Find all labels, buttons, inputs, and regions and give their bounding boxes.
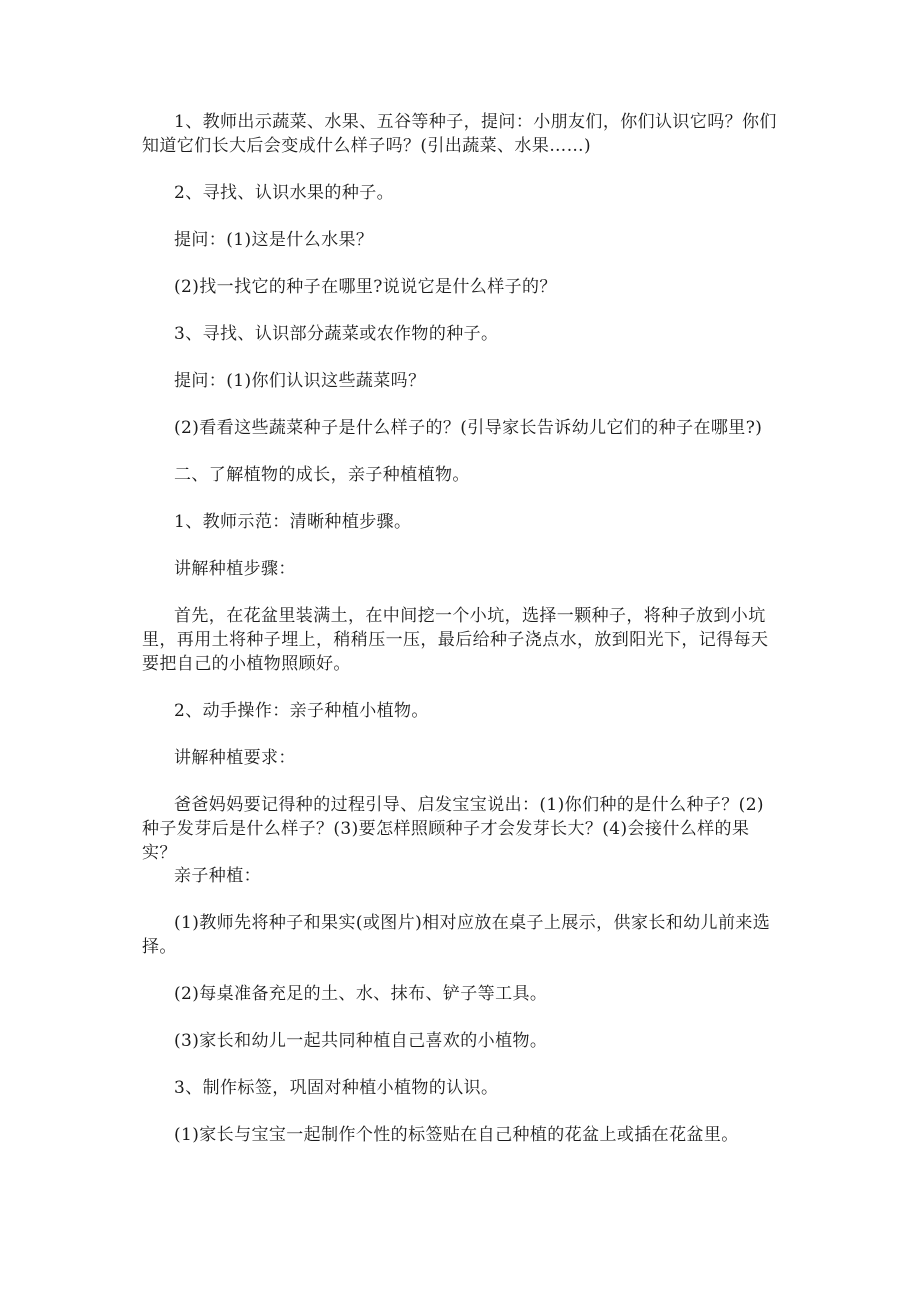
paragraph-parent-child-planting-label: 亲子种植：	[174, 866, 261, 886]
paragraph-parent-guidance: 爸爸妈妈要记得种的过程引导、启发宝宝说出：(1)你们种的是什么种子？(2)种子发芽后是什么样子？(3)要怎样照顾种子才会发芽长大？(4)会接什么样的果实？	[142, 795, 764, 863]
paragraph-find-vegetable-seeds: 3、寻找、认识部分蔬菜或农作物的种子。	[174, 324, 499, 344]
paragraph-planting-steps-label: 讲解种植步骤：	[174, 559, 296, 579]
paragraph-prepare-tools: (2)每桌准备充足的土、水、抹布、铲子等工具。	[174, 984, 548, 1004]
paragraph-label-pots: (1)家长与宝宝一起制作个性的标签贴在自己种植的花盆上或插在花盆里。	[174, 1125, 739, 1145]
paragraph-question-seed-location: (2)找一找它的种子在哪里?说说它是什么样子的？	[174, 277, 557, 297]
paragraph-section-two-heading: 二、了解植物的成长，亲子种植植物。	[174, 465, 470, 485]
paragraph-question-vegetable-seeds: (2)看看这些蔬菜种子是什么样子的？(引导家长告诉幼儿它们的种子在哪里?)	[174, 418, 763, 438]
paragraph-planting-steps: 首先，在花盆里装满土，在中间挖一个小坑，选择一颗种子，将种子放到小坑里，再用土将种子埋上，稍稍压一压，最后给种子浇点水，放到阳光下，记得每天要把自己的小植物照顾好。	[142, 606, 769, 674]
paragraph-display-seeds: (1)教师先将种子和果实(或图片)相对应放在桌子上展示，供家长和幼儿前来选择。	[142, 913, 771, 957]
paragraph-requirements-label: 讲解种植要求：	[174, 748, 296, 768]
paragraph-find-fruit-seeds: 2、寻找、认识水果的种子。	[174, 183, 395, 203]
paragraph-question-fruit: 提问：(1)这是什么水果？	[174, 230, 374, 250]
paragraph-make-labels: 3、制作标签，巩固对种植小植物的认识。	[174, 1078, 499, 1098]
paragraph-plant-together: (3)家长和幼儿一起共同种植自己喜欢的小植物。	[174, 1031, 548, 1051]
paragraph-hands-on: 2、动手操作：亲子种植小植物。	[174, 701, 429, 721]
paragraph-teacher-demo: 1、教师示范：清晰种植步骤。	[174, 512, 412, 532]
paragraph-intro-question: 1、教师出示蔬菜、水果、五谷等种子，提问：小朋友们，你们认识它吗？你们知道它们长大后会变成什么样子吗？(引出蔬菜、水果……)	[142, 112, 777, 156]
paragraph-question-vegetables: 提问：(1)你们认识这些蔬菜吗？	[174, 371, 426, 391]
